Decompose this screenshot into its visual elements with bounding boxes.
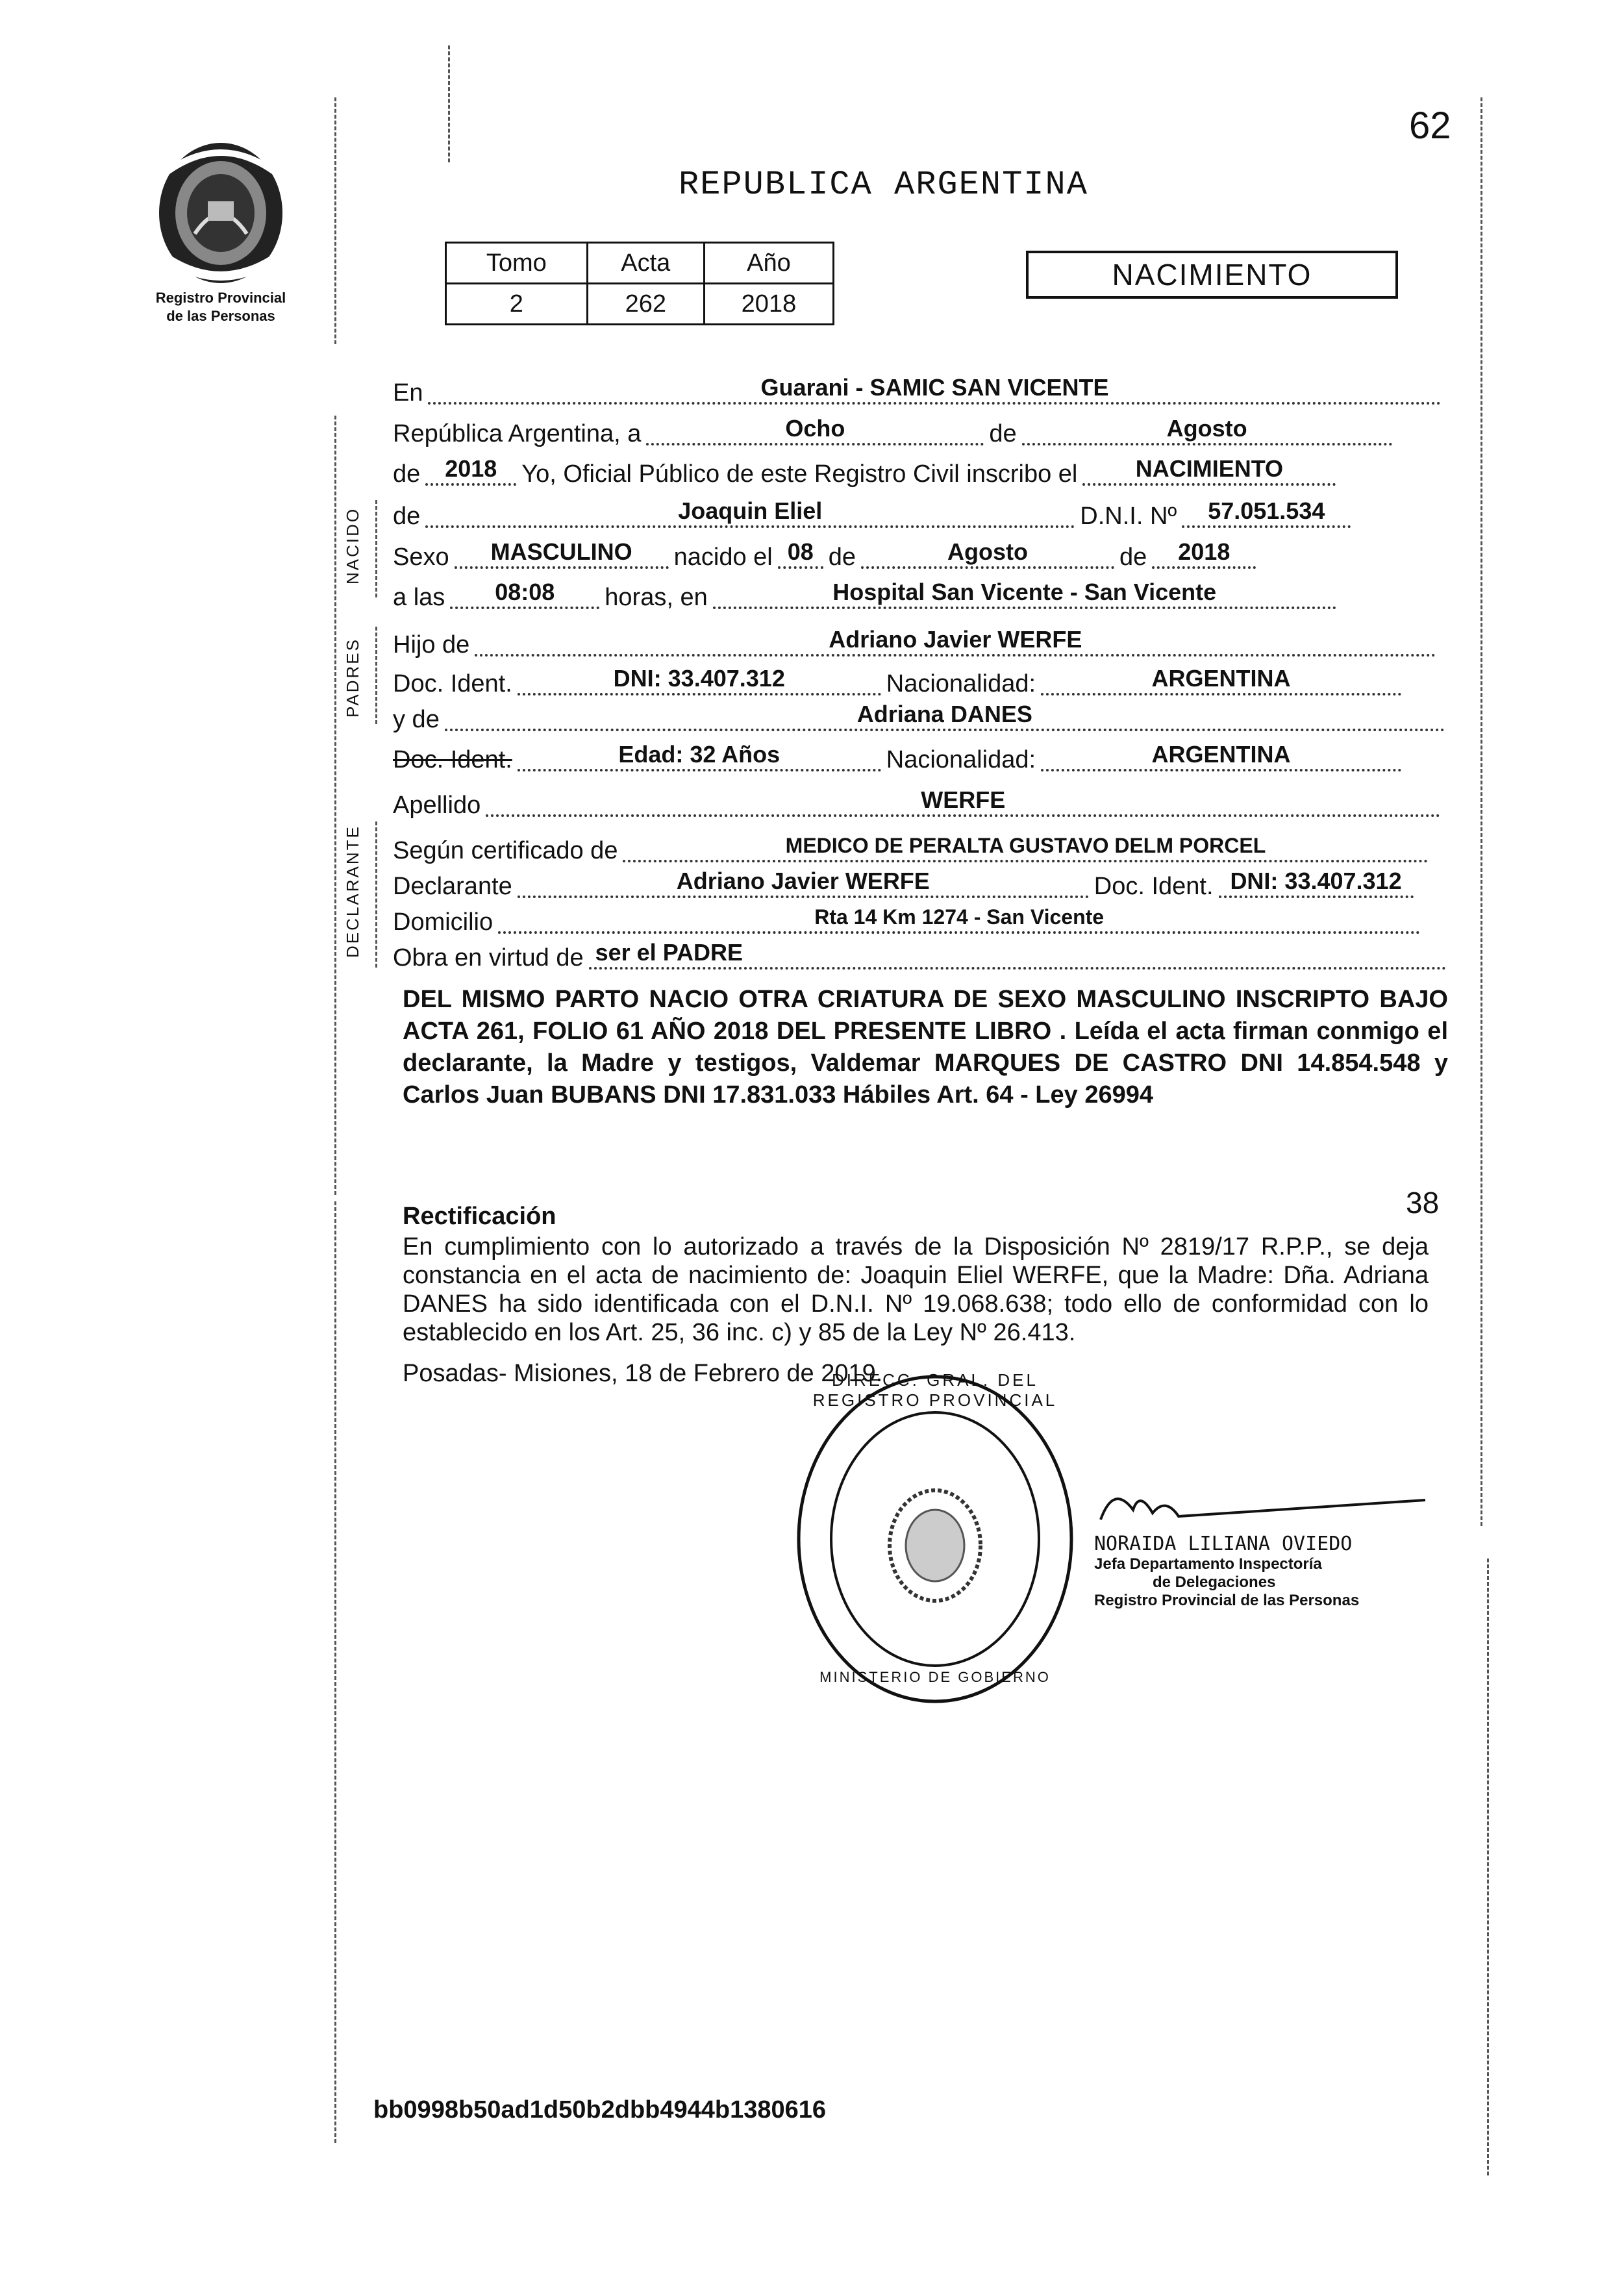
- rectificacion-text: En cumplimiento con lo autorizado a través de la Disposición Nº 2819/17 R.P.P., se deja constancia en el acta de nacimiento de: Joaquin Eliel WERFE, que la Madre: Dña. Adriana DANES ha sido identificada con el D.N.I. Nº 19.068.638; todo ello de conformidad con lo establecido en los Art. 25, 36 inc. c) y 85 de la Ley Nº 26.413.: [403, 1233, 1429, 1346]
- nac-mes-field: Agosto: [861, 538, 1114, 569]
- margin-line: [334, 416, 336, 1195]
- form-row-nombre: de Joaquin Eliel D.N.I. Nº 57.051.534: [393, 497, 1458, 536]
- tomo-value: 2: [446, 284, 588, 325]
- province-seal-icon: [143, 136, 299, 286]
- declarante-field: Adriano Javier WERFE: [518, 867, 1089, 898]
- side-label-padres: PADRES: [343, 638, 362, 718]
- country-title: REPUBLICA ARGENTINA: [679, 166, 1088, 204]
- signatory-title-line2: de Delegaciones: [1153, 1573, 1276, 1591]
- tipo-field: NACIMIENTO: [1082, 455, 1336, 486]
- document-hash: bb0998b50ad1d50b2dbb4944b1380616: [373, 2096, 827, 2123]
- page-number: 62: [1409, 105, 1451, 147]
- margin-line: [448, 45, 450, 162]
- form-row-certificado: Según certificado de MEDICO DE PERALTA GUSTAVO DELM PORCEL: [393, 831, 1458, 870]
- certificado-field: MEDICO DE PERALTA GUSTAVO DELM PORCEL: [623, 831, 1428, 862]
- registry-table: [445, 242, 834, 325]
- registry-logo: [143, 136, 299, 325]
- acta-value: 262: [587, 284, 704, 325]
- padre-nac-field: ARGENTINA: [1041, 664, 1401, 695]
- form-row-madre-doc: Doc. Ident. Edad: 32 Años Nacionalidad: ARGENTINA: [393, 740, 1458, 779]
- stamp-inner-text: MINISTERIO DE GOBIERNO: [819, 1669, 1051, 1685]
- observaciones-text: DEL MISMO PARTO NACIO OTRA CRIATURA DE SEXO MASCULINO INSCRIPTO BAJO ACTA 261, FOLIO 61 AÑO 2018 DEL PRESENTE LIBRO . Leída el acta firman conmigo el declarante, la Madre y testigos, Valdemar MARQUES DE CASTRO DNI 14.854.548 y Carlos Juan BUBANS DNI 17.831.033 Hábiles Art. 64 - Ley 26994: [403, 986, 1448, 1109]
- side-label-declarante: DECLARANTE: [343, 825, 362, 958]
- dni-field: 57.051.534: [1182, 497, 1351, 528]
- rectificacion-number: 38: [1406, 1186, 1440, 1220]
- rectificacion-place-date: Posadas- Misiones, 18 de Febrero de 2019.: [403, 1360, 883, 1387]
- lugar-field: Guarani - SAMIC SAN VICENTE: [428, 373, 1441, 405]
- form-row-madre: y de Adriana DANES: [393, 700, 1458, 739]
- madre-doc-field: Edad: 32 Años: [518, 740, 881, 771]
- signatory-name: NORAIDA LILIANA OVIEDO: [1094, 1533, 1353, 1555]
- form-row-apellido: Apellido WERFE: [393, 786, 1458, 825]
- official-stamp-icon: [792, 1370, 1078, 1708]
- domicilio-field: Rta 14 Km 1274 - San Vicente: [498, 903, 1420, 934]
- signature-scribble-icon: [1094, 1484, 1432, 1529]
- form-row-fecha: República Argentina, a Ocho de Agosto: [393, 414, 1458, 453]
- nombre-field: Joaquin Eliel: [425, 497, 1075, 528]
- margin-line: [1487, 1559, 1489, 2175]
- rectificacion-title: Rectificación: [403, 1203, 556, 1230]
- dia-field: Ocho: [646, 414, 984, 445]
- anio-header: Año: [704, 243, 833, 284]
- signature-block: [1094, 1484, 1445, 1610]
- form-row-inscripcion: de 2018 Yo, Oficial Público de este Registro Civil inscribo el NACIMIENTO: [393, 455, 1458, 494]
- nac-dia-field: 08: [778, 538, 823, 569]
- nac-anio-field: 2018: [1152, 538, 1256, 569]
- signatory-title-line3: Registro Provincial de las Personas: [1094, 1592, 1360, 1609]
- signatory-title-line1: Jefa Departamento Inspectoría: [1094, 1555, 1322, 1573]
- anio-value: 2018: [704, 284, 833, 325]
- margin-line: [334, 1201, 336, 2143]
- margin-line: [334, 97, 336, 344]
- section-line: [375, 500, 377, 597]
- form-row-padre-doc: Doc. Ident. DNI: 33.407.312 Nacionalidad: ARGENTINA: [393, 664, 1458, 703]
- section-line: [375, 627, 377, 724]
- margin-line: [1480, 97, 1482, 1526]
- stamp-outer-text: DIRECC. GRAL. DEL REGISTRO PROVINCIAL: [812, 1370, 1058, 1410]
- form-row-lugar: En Guarani - SAMIC SAN VICENTE: [393, 373, 1458, 412]
- anio-field: 2018: [425, 455, 516, 486]
- padre-doc-field: DNI: 33.407.312: [518, 664, 881, 695]
- sexo-field: MASCULINO: [455, 538, 669, 569]
- mes-field: Agosto: [1022, 414, 1392, 445]
- madre-nac-field: ARGENTINA: [1041, 740, 1401, 771]
- obra-field: ser el PADRE: [589, 938, 1446, 970]
- form-row-domicilio: Domicilio Rta 14 Km 1274 - San Vicente: [393, 903, 1458, 942]
- official-stamp: [792, 1370, 1078, 1708]
- tomo-header: Tomo: [446, 243, 588, 284]
- section-line: [375, 821, 377, 968]
- apellido-field: WERFE: [486, 786, 1440, 817]
- form-row-hora: a las 08:08 horas, en Hospital San Vicente - San Vicente: [393, 578, 1458, 617]
- logo-caption: Registro Provincial de las Personas: [155, 290, 286, 324]
- hospital-field: Hospital San Vicente - San Vicente: [713, 578, 1336, 609]
- record-type-box: NACIMIENTO: [1026, 251, 1398, 299]
- declarante-doc-field: DNI: 33.407.312: [1219, 867, 1414, 898]
- hora-field: 08:08: [450, 578, 599, 609]
- acta-header: Acta: [587, 243, 704, 284]
- form-row-obra: Obra en virtud de ser el PADRE: [393, 938, 1458, 977]
- madre-field: Adriana DANES: [445, 700, 1445, 731]
- form-row-padre: Hijo de Adriano Javier WERFE: [393, 625, 1458, 664]
- padre-field: Adriano Javier WERFE: [475, 625, 1436, 657]
- side-label-nacido: NACIDO: [343, 507, 362, 584]
- form-row-declarante: Declarante Adriano Javier WERFE Doc. Ident. DNI: 33.407.312: [393, 867, 1458, 906]
- form-row-sexo: Sexo MASCULINO nacido el 08 de Agosto de 2018: [393, 538, 1458, 577]
